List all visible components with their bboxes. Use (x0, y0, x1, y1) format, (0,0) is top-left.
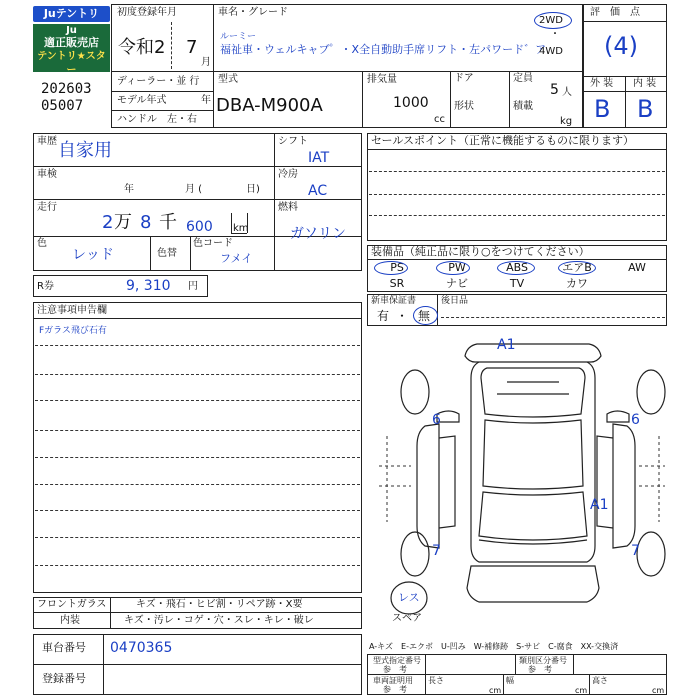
rating-value: (4) (604, 32, 638, 60)
length-cm: cm (489, 686, 502, 695)
recycle-label: R券 (37, 281, 54, 292)
shift-label: シフト (278, 136, 308, 147)
chassis-value: 0470365 (110, 640, 173, 656)
shift-value: IAT (308, 150, 330, 166)
recycle-value: 9, 310 (126, 278, 171, 294)
ref-3: 参 考 (383, 685, 407, 694)
first-reg-month: 7 (186, 37, 198, 58)
logo-bottom: テントリ★スター (37, 51, 106, 76)
front-glass-label: フロントガラス (37, 599, 107, 610)
interior-damage-label: 内装 (60, 615, 80, 626)
first-reg-era: 令和2 (118, 37, 166, 58)
equip-sr: SR (389, 277, 405, 290)
color-code-value: フメイ (220, 252, 253, 265)
car-grade: 福祉車・ウェルキャブ゜・X全自動助手席リフト・左パワード゛ア (220, 43, 547, 56)
model-no-label: 型式指定番号 (373, 656, 421, 665)
model-year-label: モデル年式 (117, 95, 167, 106)
color-change-label: 色替 (157, 248, 177, 259)
first-reg-month-unit: 月 (201, 57, 211, 68)
car-name-label: 車名・グレード (218, 7, 288, 18)
warranty-no-circle (413, 306, 438, 325)
warranty-yes: 有 (377, 309, 390, 323)
equip-airbag: エアB (562, 261, 592, 274)
mileage-man-unit: 万 (114, 212, 132, 233)
mark-right-rear-wheel: 6 (631, 412, 640, 428)
sales-points-label: セールスポイント（正常に機能するものに限ります） (371, 134, 635, 147)
fuel-label: 燃料 (278, 202, 298, 213)
mileage-sen: 8 (140, 212, 152, 233)
logo-mid2: 適正販売店 (44, 36, 99, 49)
displacement-unit: cc (434, 114, 445, 125)
model-year-unit: 年 (201, 95, 211, 106)
length-label: 長さ (428, 676, 444, 685)
interior-grade: B (637, 95, 654, 123)
capacity-unit: 人 (562, 87, 572, 98)
width-cm: cm (575, 686, 588, 695)
door-label: ドア (454, 73, 474, 84)
mark-left-rear-wheel: 6 (432, 412, 441, 428)
equip-ps: PS (390, 261, 404, 274)
inspection-day: 日) (246, 184, 260, 195)
dealer-label: ディーラー・並 行 (117, 76, 200, 87)
mileage-unit: km (233, 223, 249, 234)
displacement-label: 排気量 (367, 74, 397, 85)
load-unit: kg (560, 116, 573, 127)
spare-label: スペア (392, 613, 422, 624)
warranty-dot: ・ (396, 309, 409, 323)
cert-label: 車両証明用 (373, 676, 413, 685)
interior-label: 内 装 (633, 78, 657, 89)
equipment-label: 装備品（純正品に限り○をつけてください） (371, 245, 590, 258)
type-value: DBA-M900A (216, 95, 323, 116)
aircon-label: 冷房 (278, 169, 298, 180)
recycle-unit: 円 (188, 281, 198, 292)
mark-rear-a1: A1 (497, 337, 516, 353)
mileage-man: 2 (102, 212, 114, 233)
equip-pw: PW (448, 261, 466, 274)
color-label: 色 (37, 238, 47, 249)
warranty-no: 無 (418, 309, 431, 323)
type-label: 型式 (218, 74, 238, 85)
mark-left-front-wheel: 7 (432, 543, 441, 559)
front-glass-items: キズ・飛石・ヒビ割・リペア跡・X要 (136, 599, 303, 610)
mileage-sen-unit: 千 (159, 212, 177, 233)
ref-2: 参 考 (528, 665, 552, 674)
color-code-label: 色コード (193, 238, 233, 249)
stock-line2: 05007 (41, 98, 84, 114)
equip-airbag-circle (558, 261, 596, 275)
first-reg-label: 初度登録年月 (117, 7, 177, 18)
equip-aw: AW (628, 261, 646, 274)
recycle-frame (33, 275, 208, 297)
chassis-label: 車台番号 (42, 641, 86, 654)
inspection-year: 年 (124, 184, 134, 195)
exterior-label: 外 装 (590, 78, 614, 89)
mileage-rest: 600 (186, 219, 213, 235)
width-label: 幅 (506, 676, 514, 685)
interior-damage-items: キズ・汚レ・コゲ・穴・スレ・キレ・破レ (124, 615, 314, 626)
reg-label: 登録番号 (42, 672, 86, 685)
rating-label: 評 価 点 (590, 7, 640, 18)
equipment-row2 (367, 276, 667, 291)
equip-pw-circle (436, 261, 470, 275)
capacity-label: 定員 (513, 73, 533, 84)
history-label: 車歴 (37, 136, 57, 147)
fuel-value: ガソリン (290, 226, 346, 242)
spare-mark: レス (398, 591, 420, 604)
displacement-value: 1000 (393, 95, 429, 111)
logo-mid1: Ju (66, 25, 77, 36)
warranty-label: 新車保証書 (371, 296, 417, 306)
logo-top: Juテントリ (33, 6, 110, 22)
equip-abs-circle (497, 261, 535, 275)
drive-4wd: 4WD (539, 46, 563, 57)
mark-right-front-wheel: 7 (631, 543, 640, 559)
handle-label: ハンドル 左・右 (117, 114, 197, 125)
height-cm: cm (652, 686, 665, 695)
color-value: レッド (72, 247, 114, 263)
car-name: ルーミー (220, 32, 257, 42)
shape-label: 形状 (454, 101, 474, 112)
mileage-label: 走行 (37, 202, 57, 213)
drive-2wd: 2WD (539, 15, 563, 26)
inspection-month: 月 ( (185, 184, 203, 195)
notes-line1: Fガラス飛び石有 (39, 326, 107, 336)
car-diagram (367, 326, 667, 626)
inspection-label: 車検 (37, 169, 57, 180)
equip-ps-circle (374, 261, 408, 275)
height-label: 高さ (592, 676, 608, 685)
exterior-grade: B (594, 95, 611, 123)
equip-empty (607, 276, 667, 291)
equip-tv: TV (509, 277, 525, 290)
equip-abs: ABS (506, 261, 528, 274)
drive-dot: ・ (550, 29, 560, 40)
after-item-label: 後日品 (441, 296, 469, 306)
class-no-label: 類別区分番号 (519, 656, 567, 665)
damage-legend: A-キズ E-エクボ U-凹み W-補修跡 S-サビ C-腐食 XX-交換済 (369, 642, 619, 651)
equip-navi: ナビ (446, 277, 468, 290)
load-label: 積載 (513, 101, 533, 112)
stock-line1: 202603 (41, 81, 92, 97)
logo (33, 6, 110, 74)
notes-label: 注意事項申告欄 (37, 305, 107, 316)
mark-right-side-a1: A1 (590, 497, 609, 513)
aircon-value: AC (308, 183, 328, 199)
stock-number (41, 81, 92, 115)
ref-1: 参 考 (383, 665, 407, 674)
capacity-value: 5 (550, 82, 559, 98)
equip-leather: カワ (566, 277, 588, 290)
history-value: 自家用 (58, 140, 112, 161)
